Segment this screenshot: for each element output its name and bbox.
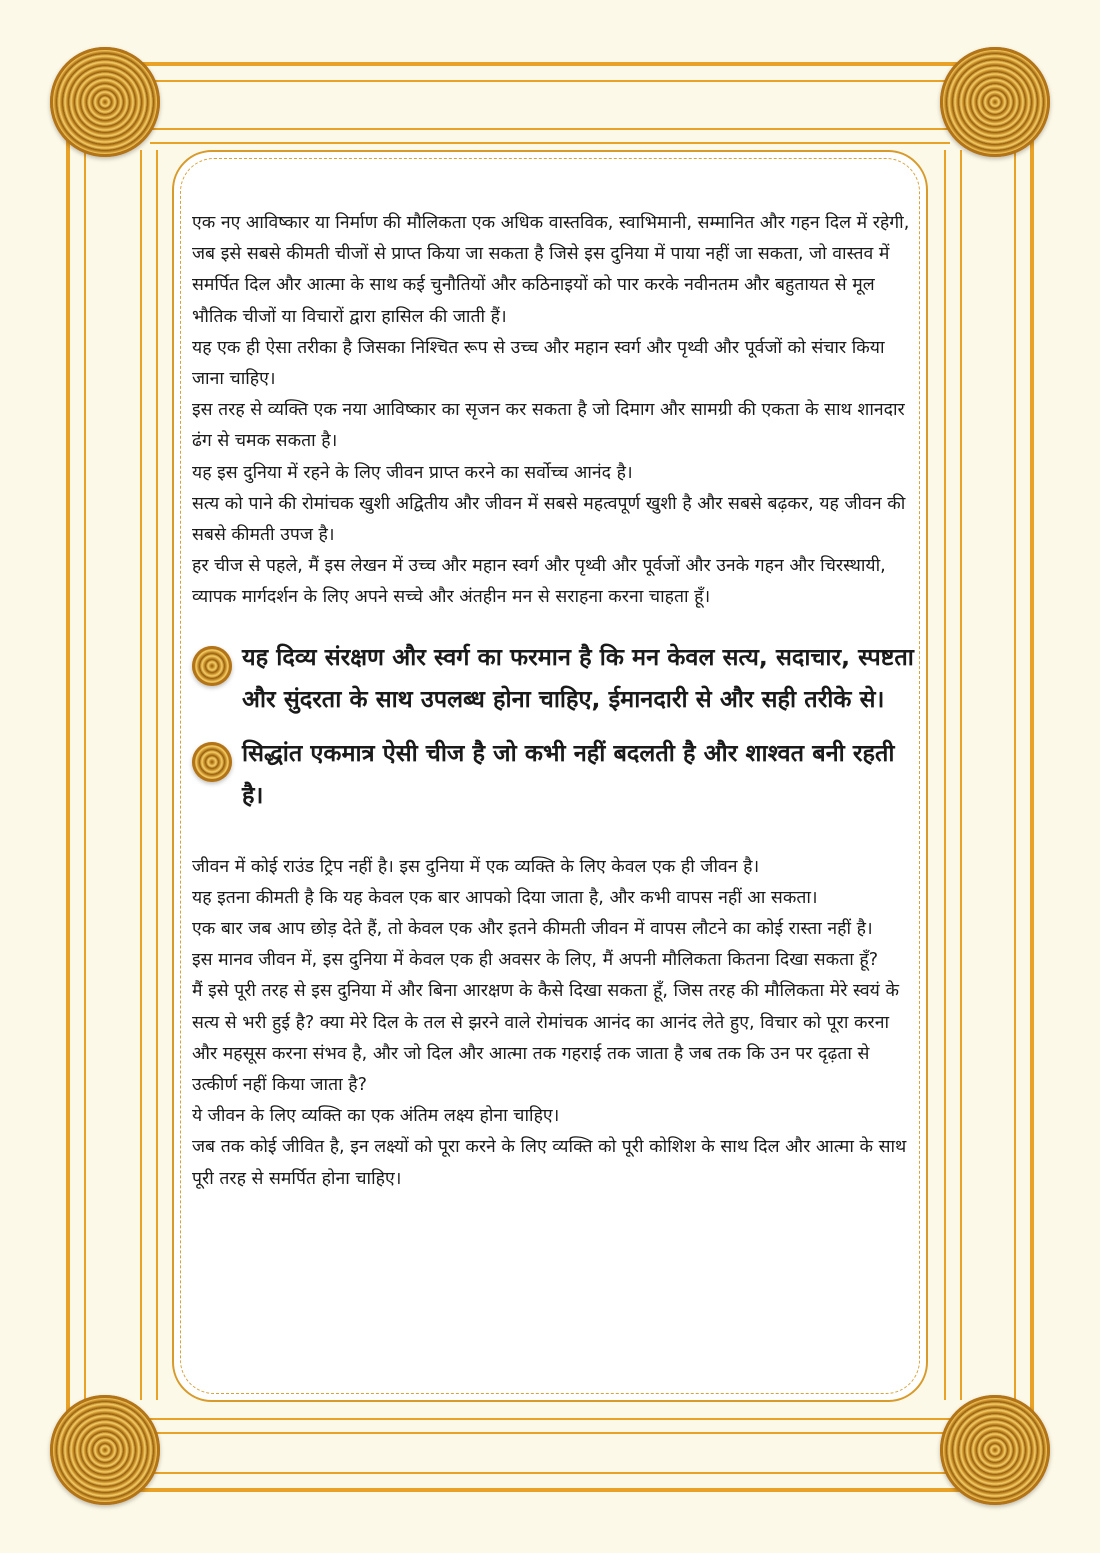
bottom-border [150, 1418, 950, 1434]
intro-paragraph: यह इस दुनिया में रहने के लिए जीवन प्राप्त करने का सर्वोच्च आनंद है। [192, 462, 633, 483]
closing-paragraph: यह इतना कीमती है कि यह केवल एक बार आपको दिया जाता है, और कभी वापस नहीं आ सकता। [192, 887, 818, 908]
closing-paragraph: जीवन में कोई राउंड ट्रिप नहीं है। इस दुनिया में एक व्यक्ति के लिए केवल एक ही जीवन है। [192, 856, 760, 877]
gold-medallion-icon [940, 47, 1050, 157]
intro-paragraph: इस तरह से व्यक्ति एक नया आविष्कार का सृजन कर सकता है जो दिमाग और सामग्री की एकता के साथ शानदार ढंग से चमक सकता है। [192, 400, 905, 452]
side-border-right [944, 150, 962, 1400]
closing-paragraph: इस मानव जीवन में, इस दुनिया में केवल एक ही अवसर के लिए, मैं अपनी मौलिकता कितना दिखा सकता हूँ? [192, 950, 879, 971]
intro-section [192, 208, 916, 614]
gold-medallion-icon [50, 1395, 160, 1505]
side-border-left [140, 150, 158, 1400]
closing-section [192, 852, 916, 1195]
highlight-item [192, 732, 916, 816]
closing-paragraph: एक बार जब आप छोड़ देते हैं, तो केवल एक और इतने कीमती जीवन में वापस लौटने का कोई रास्ता नहीं है। [192, 919, 873, 940]
highlight-item [192, 636, 916, 720]
closing-paragraph: मैं इसे पूरी तरह से इस दुनिया में और बिना आरक्षण के कैसे दिखा सकता हूँ, जिस तरह की मौलिकता मेरे स्वयं के सत्य से भरी हुई है? क्या मेरे दिल के तल से झरने वाले रोमांचक आनंद का आनंद लेते हुए, विचार को पूरा करना और महसूस करना संभव है, और जो दिल और आत्मा तक गहराई तक जाता है जब तक कि उन पर दृढ़ता से उत्कीर्ण नहीं किया जाता है? [192, 981, 899, 1096]
intro-paragraph: सत्य को पाने की रोमांचक खुशी अद्वितीय और जीवन में सबसे महत्वपूर्ण खुशी है और सबसे बढ़कर, यह जीवन की सबसे कीमती उपज है। [192, 493, 906, 546]
intro-paragraph: यह एक ही ऐसा तरीका है जिसका निश्चित रूप से उच्च और महान स्वर्ग और पृथ्वी और पूर्वजों को संचार किया जाना चाहिए। [192, 337, 885, 390]
gold-medallion-bullet-icon [192, 742, 232, 782]
highlight-section [192, 636, 916, 816]
document-body [192, 208, 916, 1195]
gold-medallion-icon [940, 1395, 1050, 1505]
highlight-text: सिद्धांत एकमात्र ऐसी चीज है जो कभी नहीं बदलती है और शाश्वत बनी रहती है। [242, 738, 895, 809]
intro-paragraph: एक नए आविष्कार या निर्माण की मौलिकता एक अधिक वास्तविक, स्वाभिमानी, सम्मानित और गहन दिल में रहेगी, जब इसे सबसे कीमती चीजों से प्राप्त किया जा सकता है जिसे इस दुनिया में पाया नहीं जा सकता, जो वास्तव में समर्पित दिल और आत्मा के साथ कई चुनौतियों और कठिनाइयों को पार करके नवीनतम और बहुतायत से मूल भौतिक चीजों या विचारों द्वारा हासिल की जाती हैं। [192, 213, 910, 327]
highlight-text: यह दिव्य संरक्षण और स्वर्ग का फरमान है कि मन केवल सत्य, सदाचार, स्पष्टता और सुंदरता के साथ उपलब्ध होना चाहिए, ईमानदारी से और सही तरीके से। [242, 642, 914, 713]
top-border [150, 128, 950, 144]
gold-medallion-icon [50, 47, 160, 157]
intro-paragraph: हर चीज से पहले, मैं इस लेखन में उच्च और महान स्वर्ग और पृथ्वी और पूर्वजों और उनके गहन और चिरस्थायी, व्यापक मार्गदर्शन के लिए अपने सच्चे और अंतहीन मन से सराहना करना चाहता हूँ। [192, 556, 886, 608]
closing-paragraph: जब तक कोई जीवित है, इन लक्ष्यों को पूरा करने के लिए व्यक्ति को पूरी कोशिश के साथ दिल और आत्मा के साथ पूरी तरह से समर्पित होना चाहिए। [192, 1137, 907, 1189]
closing-paragraph: ये जीवन के लिए व्यक्ति का एक अंतिम लक्ष्य होना चाहिए। [192, 1106, 560, 1127]
gold-medallion-bullet-icon [192, 646, 232, 686]
